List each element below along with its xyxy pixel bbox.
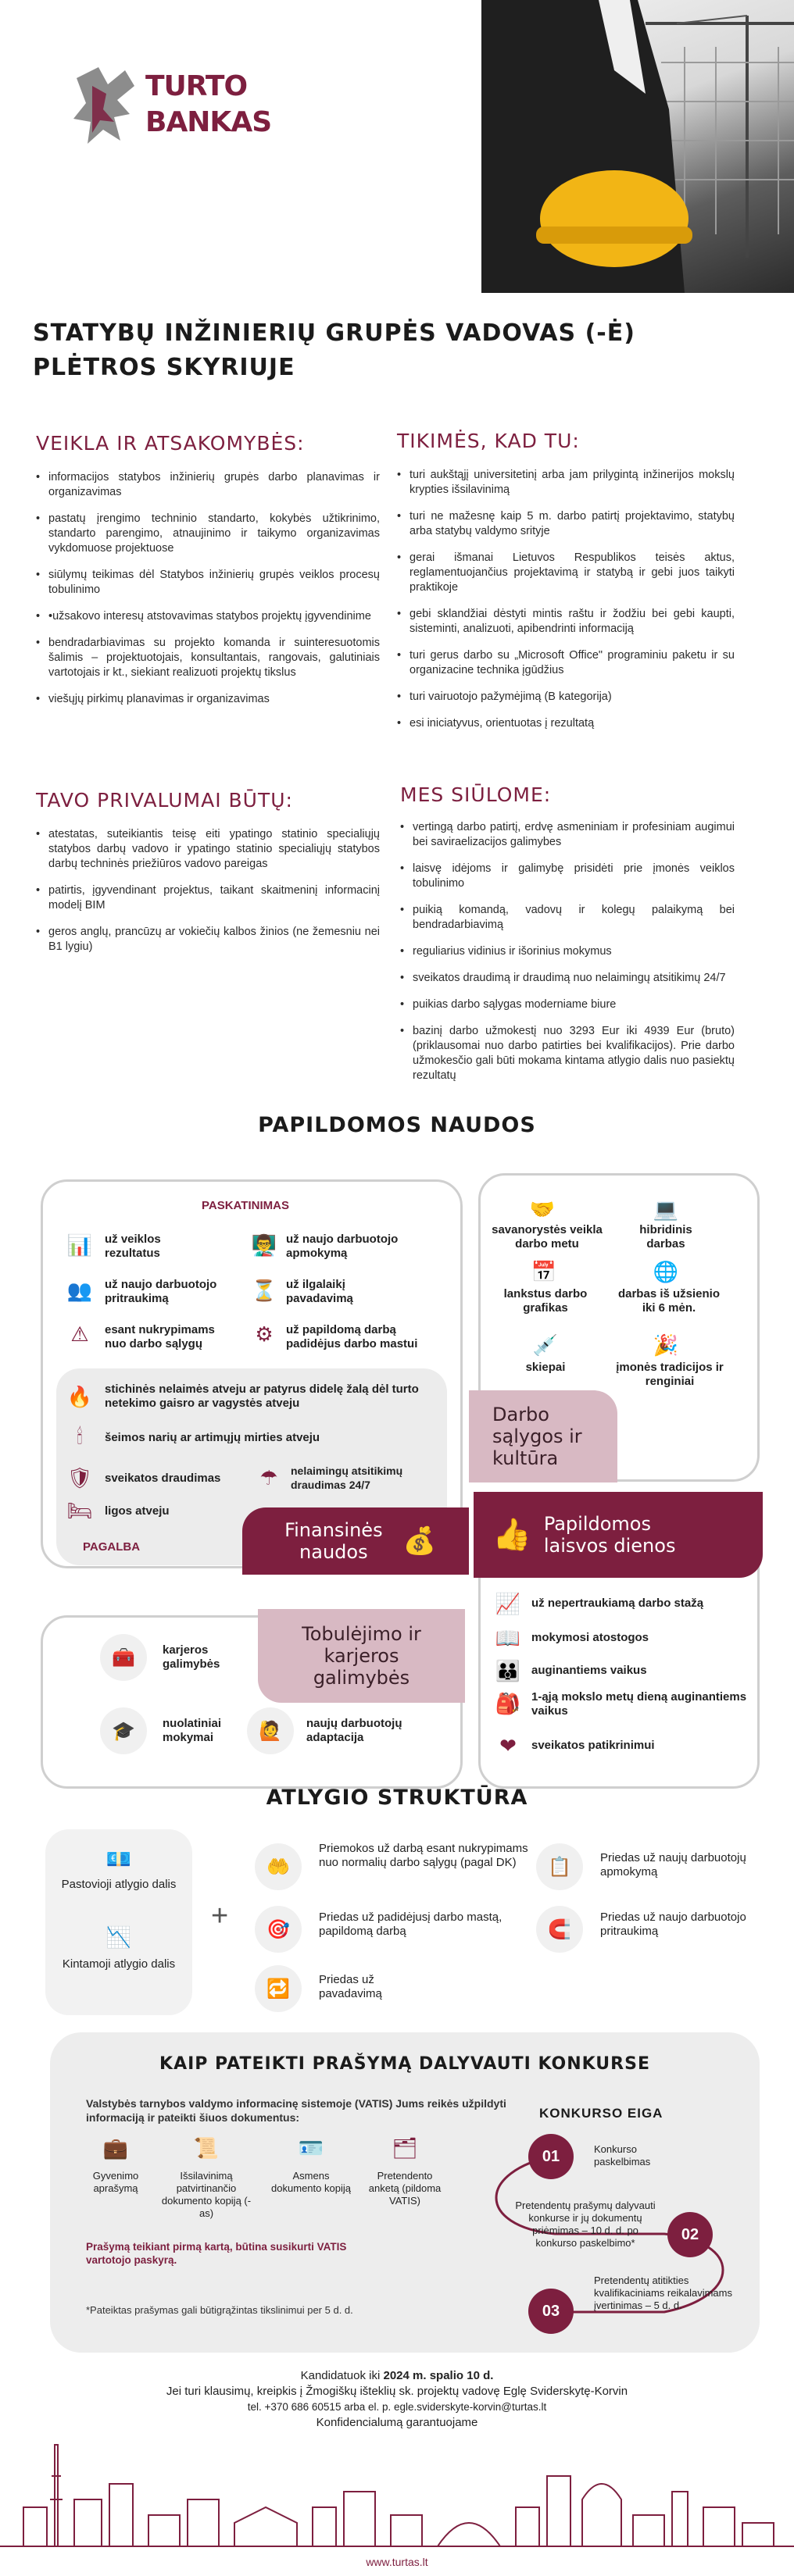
- list-item: • patirtis, įgyvendinant projektus, taikant skaitmeninį informacinį modelį BIM: [36, 883, 380, 913]
- list-item: • esi iniciatyvus, orientuotas į rezultatą: [397, 716, 735, 731]
- tobulejimas-item: nuolatiniai mokymai: [163, 1717, 221, 1744]
- website-link[interactable]: www.turtas.lt: [366, 2556, 428, 2568]
- laisvos-item: sveikatos patikrinimui: [531, 1739, 655, 1752]
- eiga-heading: KONKURSO EIGA: [539, 2106, 663, 2121]
- salygos-item: įmonės tradicijos ir renginiai: [616, 1361, 724, 1388]
- step-badge: 02: [667, 2212, 713, 2257]
- naudos-heading: PAPILDOMOS NAUDOS: [258, 1113, 536, 1137]
- prasymas-footnote: *Pateiktas prašymas gali būtigrąžintas tikslinimui per 5 d. d.: [86, 2304, 353, 2316]
- paskatinimas-item: už papildomą darbą padidėjus darbo mastui: [286, 1323, 418, 1350]
- list-item: • bazinį darbo užmokestį nuo 3293 Eur iki 4939 Eur (bruto) (priklausomai nuo darbo patirties bei kvalifikacijos). Prie darbo užmokesčio gali būti mokama kintama atlygio dalis nuo pasiektų rezultatų: [400, 1024, 735, 1083]
- tobulejimas-tag: [258, 1609, 465, 1703]
- pagalba-item: sveikatos draudimas: [105, 1472, 221, 1485]
- title-line1: STATYBŲ INŽINIERIŲ GRUPĖS VADOVAS (-Ė): [33, 319, 635, 347]
- deadline-prefix: Kandidatuok iki: [300, 2369, 381, 2382]
- thumbs-up-icon: 👍: [492, 1517, 531, 1553]
- salygos-item: lankstus darbo grafikas: [503, 1287, 588, 1315]
- doc-item: Gyvenimo aprašymą: [92, 2170, 139, 2194]
- atlygis-heading: ATLYGIO STRUKTŪRA: [266, 1786, 528, 1810]
- doc-item: Asmens dokumento kopiją: [271, 2170, 351, 2194]
- salygos-tag: [469, 1390, 617, 1482]
- privalumai-heading: TAVO PRIVALUMAI BŪTŲ:: [36, 789, 293, 812]
- logo-text: [145, 69, 271, 141]
- warning-icon: ⚠: [70, 1322, 89, 1346]
- contact-line: Jei turi klausimų, kreipkis į Žmogiškų išteklių sk. projektų vadovę Eglę Sviderskytę-Korvin: [166, 2385, 628, 2398]
- step-badge: 03: [528, 2289, 574, 2334]
- atlygis-item: Priedas už padidėjusį darbo mastą, papildomą darbą: [319, 1911, 503, 1938]
- list-item: • turi aukštąjį universitetinį arba jam prilygintą inžinerijos mokslų krypties išsilavinimą: [397, 468, 735, 498]
- pagalba-label: PAGALBA: [83, 1540, 141, 1554]
- clock-icon: ⏳: [251, 1278, 277, 1302]
- privalumai-section: [36, 789, 380, 966]
- finansines-label: Finansinės naudos: [284, 1519, 383, 1563]
- toolbox-icon: 🧰: [100, 1634, 147, 1681]
- confidential-line: Konfidencialumą garantuojame: [316, 2416, 478, 2429]
- pagalba-item: stichinės nelaimės atveju ar patyrus didelę žalą dėl turto netekimo gaisro ar vagystės atveju: [105, 1383, 419, 1410]
- heartbeat-icon: ❤: [499, 1733, 517, 1757]
- pagalba-item: šeimos narių ar artimųjų mirties atveju: [105, 1431, 320, 1444]
- diploma-icon: 📜: [193, 2135, 220, 2160]
- list-item: • informacijos statybos inžinierių grupės darbo planavimas ir organizavimas: [36, 470, 380, 500]
- bed-icon: 🛏: [66, 1498, 93, 1522]
- candle-icon: 🕯: [77, 1425, 83, 1448]
- atlygis-item: Priedas už naujo darbuotojo pritraukimą: [600, 1911, 746, 1938]
- siulome-heading: MES SIŪLOME:: [400, 783, 552, 806]
- book-icon: 📖: [495, 1625, 521, 1650]
- list-item: • turi gerus darbo su „Microsoft Office" programiniu paketu ir su organizacine technika įgūdžius: [397, 648, 735, 678]
- hero-photo: [481, 0, 794, 293]
- school-bag-icon: 🎒: [495, 1691, 521, 1715]
- teacher-icon: 👨‍🏫: [251, 1233, 277, 1257]
- paskatinimas-item: už naujo darbuotojo apmokymą: [286, 1233, 399, 1260]
- list-item: • •užsakovo interesų atstovavimas statybos projektų įgyvendinime: [36, 609, 380, 624]
- party-icon: 🎉: [653, 1333, 679, 1357]
- veikla-list: [36, 470, 380, 707]
- list-item: • geros anglų, prancūzų ar vokiečių kalbos žinios (ne žemesniu nei B1 lygiu): [36, 925, 380, 954]
- hand-coins-icon: 🤲: [255, 1843, 302, 1890]
- laisvos-label: Papildomos laisvos dienos: [543, 1513, 676, 1557]
- laisvos-tag: [474, 1492, 763, 1578]
- paskatinimas-label: PASKATINIMAS: [202, 1199, 289, 1212]
- globe-icon: 🌐: [653, 1259, 679, 1283]
- tobulejimas-label: Tobulėjimo ir karjeros galimybės: [302, 1623, 421, 1689]
- laisvos-item: už nepertraukiamą darbo stažą: [531, 1597, 704, 1610]
- laisvos-item: 1-ąją mokslo metų dieną auginantiems vaikus: [531, 1690, 747, 1718]
- veikla-section: [36, 432, 380, 719]
- list-item: • puikią komandą, vadovų ir kolegų palaikymą bei bendradarbiavimą: [400, 903, 735, 933]
- page-title: [33, 316, 736, 385]
- salygos-item: savanorystės veikla darbo metu: [492, 1223, 603, 1251]
- handshake-icon: 🙋: [247, 1707, 294, 1754]
- paskatinimas-item: už ilgalaikį pavadavimą: [286, 1278, 353, 1305]
- plus-sign: +: [211, 1900, 229, 1932]
- user-search-icon: 👥: [66, 1278, 93, 1302]
- privalumai-list: [36, 827, 380, 954]
- paskatinimas-item: už veiklos rezultatus: [105, 1233, 161, 1260]
- hero: [0, 0, 794, 297]
- atlygis-item: Priemokos už darbą esant nukrypimams nuo normalių darbo sąlygų (pagal DK): [319, 1842, 528, 1869]
- rising-chart-icon: 📉: [106, 1925, 132, 1949]
- salygos-item: skiepai: [525, 1361, 566, 1374]
- list-item: • viešųjų pirkimų planavimas ir organizavimas: [36, 692, 380, 707]
- banknote-icon: 💶: [106, 1846, 132, 1871]
- chart-icon: 📊: [66, 1233, 93, 1257]
- ladder-icon: 📈: [495, 1591, 521, 1615]
- umbrella-icon: ☂: [259, 1465, 278, 1490]
- list-item: • puikias darbo sąlygas moderniame biure: [400, 997, 735, 1012]
- veikla-heading: VEIKLA IR ATSAKOMYBĖS:: [36, 432, 305, 455]
- title-line2: PLĖTROS SKYRIUJE: [33, 354, 295, 381]
- construction-photo-icon: [481, 0, 794, 293]
- briefcase-icon: 💼: [102, 2135, 129, 2160]
- money-hand-icon: 💰: [402, 1525, 437, 1557]
- city-skyline-icon: [0, 2429, 794, 2554]
- presentation-icon: 📋: [536, 1843, 583, 1890]
- fire-icon: 🔥: [66, 1384, 93, 1408]
- laptop-wifi-icon: 💻: [653, 1197, 679, 1221]
- prasymas-intro: Valstybės tarnybos valdymo informacinę sistemoje (VATIS) Jums reikės užpildyti informaciją ir pateikti šiuos dokumentus:: [86, 2097, 506, 2124]
- logo-line1: TURTO: [145, 70, 248, 102]
- hands-heart-icon: 🤝: [529, 1197, 556, 1221]
- list-item: • siūlymų teikimas dėl Statybos inžinierių grupės veiklos procesų tobulinimo: [36, 568, 380, 598]
- doc-item: Išsilavinimą patvirtinančio dokumento kopiją (-as): [161, 2170, 252, 2219]
- phone-line: tel. +370 686 60515 arba el. p. egle.sviderskyte-korvin@turtas.lt: [247, 2401, 547, 2413]
- laisvos-item: auginantiems vaikus: [531, 1664, 647, 1677]
- list-item: • pastatų įrengimo techninio standarto, kokybės užtikrinimo, standarto parengimo, atnaujinimo ir taikymo organizavimas vykdomuose projektuose: [36, 512, 380, 556]
- list-item: • vertingą darbo patirtį, erdvę asmeniniam ir profesiniam augimui bei saviraelizacijos galimybes: [400, 820, 735, 850]
- paskatinimas-item: esant nukrypimams nuo darbo sąlygų: [105, 1323, 215, 1350]
- syringe-icon: 💉: [532, 1333, 559, 1357]
- kintamoji-label: Kintamoji atlygio dalis: [62, 1957, 176, 1971]
- gears-icon: ⚙: [255, 1322, 274, 1346]
- list-item: • atestatas, suteikiantis teisę eiti ypatingo statinio specialiųjų statybos darbų vadovo ir ypatingo statinio specialiųjų statybos darbų techninės priežiūros vadovo pareigas: [36, 827, 380, 872]
- siulome-section: [400, 783, 735, 1095]
- salygos-item: hibridinis darbas: [639, 1223, 692, 1251]
- list-item: • sveikatos draudimą ir draudimą nuo nelaimingų atsitikimų 24/7: [400, 971, 735, 986]
- step-text: Pretendentų prašymų dalyvauti konkurse ir jų dokumentų priėmimas – 10 d. d. po konkurso paskelbimo*: [515, 2200, 656, 2249]
- tikimes-section: [397, 430, 735, 743]
- paskatinimas-item: už naujo darbuotojo pritraukimą: [105, 1278, 217, 1305]
- tikimes-list: [397, 468, 735, 731]
- tikimes-heading: TIKIMĖS, KAD TU:: [397, 430, 580, 452]
- calendar-icon: 📅: [531, 1259, 557, 1283]
- tobulejimas-item: karjeros galimybės: [163, 1643, 220, 1671]
- salygos-item: darbas iš užsienio iki 6 mėn.: [617, 1287, 721, 1315]
- step-badge: 01: [528, 2134, 574, 2179]
- swap-users-icon: 🔁: [255, 1965, 302, 2012]
- pagalba-item: ligos atveju: [105, 1504, 170, 1518]
- logo-line2: BANKAS: [145, 106, 272, 138]
- atlygis-item: Priedas už naujų darbuotojų apmokymą: [600, 1851, 746, 1878]
- finansines-tag: [242, 1507, 469, 1575]
- deadline-line: [0, 2368, 794, 2384]
- tobulejimas-item: naujų darbuotojų adaptacija: [306, 1717, 402, 1744]
- family-icon: 👪: [495, 1658, 521, 1682]
- pastovioji-label: Pastovioji atlygio dalis: [61, 1878, 177, 1891]
- turto-bankas-logo: [69, 62, 272, 148]
- list-item: • gerai išmanai Lietuvos Respublikos teisės aktus, reglamentuojančius projektavimą ir statybą ir gebi juos taikyti praktikoje: [397, 551, 735, 595]
- magnet-icon: 🧲: [536, 1906, 583, 1953]
- list-item: • turi ne mažesnę kaip 5 m. darbo patirtį projektavimo, statybų arba statybų valdymo srityje: [397, 509, 735, 539]
- siulome-list: [400, 820, 735, 1083]
- health-shield-icon: 🛡: [66, 1465, 93, 1490]
- graduation-cap-icon: 🎓: [100, 1707, 147, 1754]
- doc-item: Pretendento anketą (pildoma VATIS): [368, 2170, 442, 2207]
- prasymas-heading: KAIP PATEIKTI PRAŠYMĄ DALYVAUTI KONKURSE: [159, 2054, 650, 2074]
- id-document-icon: 🪪: [298, 2135, 324, 2160]
- list-item: • gebi sklandžiai dėstyti mintis raštu ir žodžiu bei gebi kaupti, sisteminti, analizuoti, apibendrinti informaciją: [397, 607, 735, 637]
- growth-icon: 🎯: [255, 1906, 302, 1953]
- deadline-date: 2024 m. spalio 10 d.: [383, 2369, 494, 2382]
- salygos-label: Darbo sąlygos ir kultūra: [492, 1404, 582, 1469]
- list-item: • turi vairuotojo pažymėjimą (B kategorija): [397, 690, 735, 705]
- prasymas-note: Prašymą teikiant pirmą kartą, būtina susikurti VATIS vartotojo paskyrą.: [86, 2241, 347, 2266]
- list-item: • bendradarbiavimas su projekto komanda ir suinteresuotomis šalimis – projektuotojais, konsultantais, rangovais, galutiniais vartotojais ir kt., siekiant realizuoti projektų tikslus: [36, 636, 380, 680]
- pagalba-item: nelaimingų atsitikimų draudimas 24/7: [291, 1465, 403, 1491]
- list-item: • reguliarius vidinius ir išorinius mokymus: [400, 944, 735, 959]
- atlygis-item: Priedas už pavadavimą: [319, 1973, 382, 2000]
- step-text: Pretendentų atitikties kvalifikaciniams reikalavimams įvertinimas – 5 d. d.: [594, 2275, 732, 2311]
- laisvos-item: mokymosi atostogos: [531, 1631, 649, 1644]
- griffin-logo-icon: [69, 62, 139, 147]
- form-icon: 🗂: [392, 2135, 418, 2160]
- step-text: Konkurso paskelbimas: [594, 2143, 651, 2167]
- list-item: • laisvę idėjoms ir galimybę prisidėti prie įmonės veiklos tobulinimo: [400, 862, 735, 891]
